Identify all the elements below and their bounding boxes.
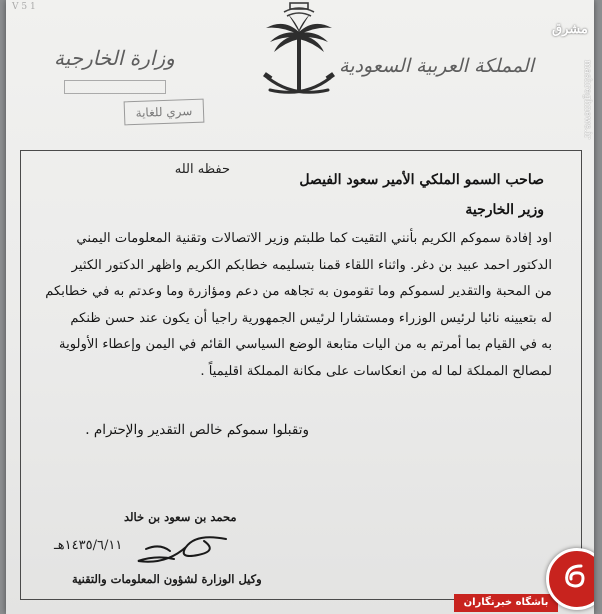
- body-line: به في القيام بما أمرتم به من اليات متابعة الوضع السياسي القائم في اليمن وإعطاء الأولوية: [59, 337, 552, 352]
- agency-logo-icon: [559, 561, 589, 591]
- letter-date: ١٤٣٥/٦/١١هـ: [54, 538, 123, 553]
- kingdom-name-header: المملكة العربية السعودية: [339, 55, 534, 77]
- agency-name-banner: باشگاه خبرنگاران: [454, 594, 558, 612]
- body-line: الدكتور احمد عبيد بن دغر. واثناء اللقاء قمنا بتسليمه خطابكم الكريم واظهر الدكتور الكثير: [71, 257, 552, 273]
- addressee-title: وزير الخارجية: [465, 202, 544, 218]
- body-line: له بتعيينه نائبا لرئيس الوزراء ومستشارا لرئيس الجمهورية راجيا أن يكون عند حسن ظنكم: [70, 310, 552, 326]
- body-line: من المحبة والتقدير لسموكم وما تقومون به تجاهه من دعم ومؤازرة وما وعدتم به في خطابكم: [45, 284, 552, 299]
- classification-stamp: سري للغاية: [124, 99, 205, 126]
- greeting-text: حفظه الله: [174, 162, 230, 177]
- body-line: اود إفادة سموكم الكريم بأنني التقيت كما طلبتم وزير الاتصالات وتقنية المعلومات اليمني: [76, 231, 552, 246]
- handwritten-signature: [126, 525, 236, 570]
- closing-line: وتقبلوا سموكم خالص التقدير والإحترام .: [85, 422, 309, 438]
- received-stamp: [64, 80, 166, 94]
- watermark-url: mashreghnews.ir: [582, 60, 592, 139]
- scan-mark: V 5 1: [12, 2, 36, 12]
- addressee-line: صاحب السمو الملكي الأمير سعود الفيصل: [299, 172, 544, 188]
- palm-swords-emblem-icon: [254, 2, 344, 114]
- signatory-name: محمد بن سعود بن خالد: [124, 510, 237, 524]
- letter-body: [45, 226, 552, 385]
- letter-page: [6, 0, 594, 614]
- signatory-title: وكيل الوزارة لشؤون المعلومات والتقنية: [72, 572, 262, 586]
- body-line: لمصالح المملكة لما له من انعكاسات على مكانة المملكة اقليمياً .: [200, 363, 552, 379]
- mashregh-watermark: مشرق: [552, 22, 588, 37]
- ministry-name-header: وزارة الخارجية: [54, 46, 175, 70]
